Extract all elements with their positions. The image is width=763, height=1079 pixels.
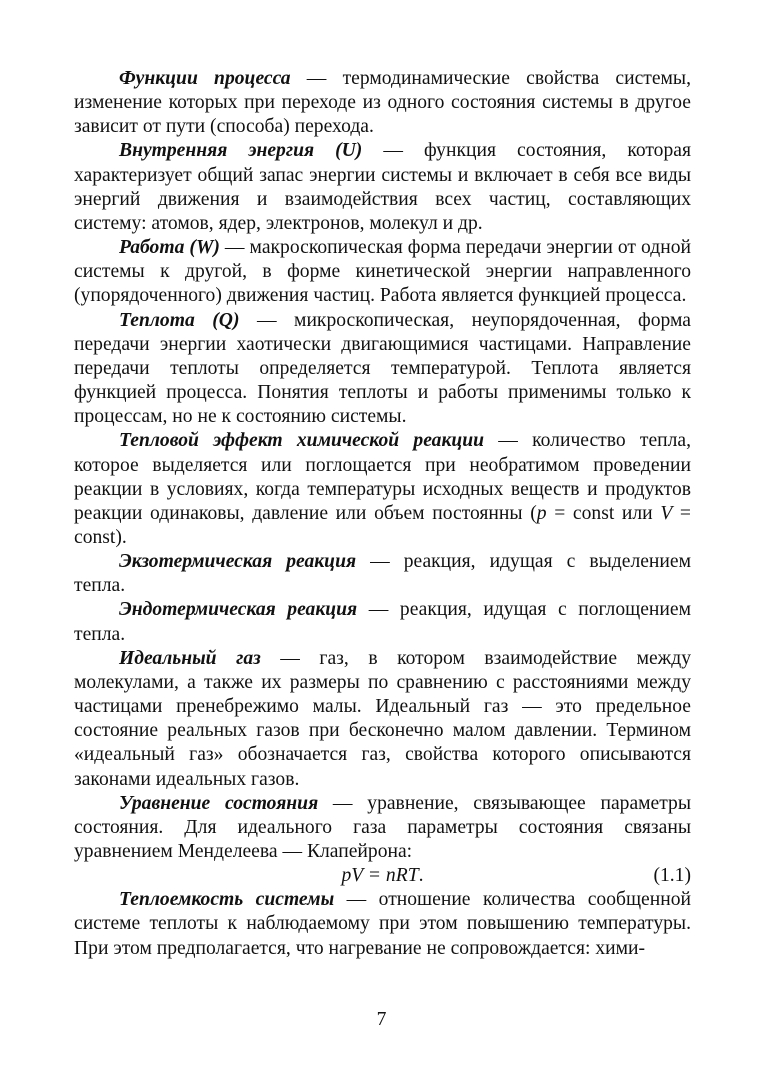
equation	[74, 864, 691, 888]
definition-ideal-gas	[74, 647, 691, 792]
definition-text: — газ, в котором взаимодействие между молекулами, а также их размеры по сравнению с расстояниями между частицами пренебрежимо малы. Идеальный газ — это предельное состояние реальных газов при бесконечно малом давлении. Термином «идеальный газ» обозначается газ, свойства которого описываются законами идеальных газов.	[74, 647, 691, 790]
term: Функции процесса	[119, 68, 291, 89]
term: Идеальный газ	[119, 647, 261, 669]
definition-exothermic	[74, 550, 691, 598]
definition-endothermic	[74, 598, 691, 646]
definition-internal-energy: Внутренняя энергия (U) — функция состояния, которая характеризует общий запас энергии системы и включает в себя все виды энергий движения и взаимодействия всех частиц, составляющих систему: атомов, ядер, электронов, молекул и др.	[74, 140, 691, 234]
definition-process-functions	[74, 67, 691, 139]
symbol: U	[341, 140, 356, 162]
definition-heat: Теплота (Q) — микроскопическая, неупорядоченная, форма передачи энергии хаотически двигающимися частицами. Направление передачи теплоты определяется температурой. Теплота является функцией процесса. Понятия теплоты и работы применимы только к процессам, но не к состоянию системы.	[74, 309, 691, 428]
term: Теплоемкость системы	[119, 889, 335, 911]
definition-text: — реакция, идущая с выделением тепла.	[74, 551, 691, 597]
definition-text: — функция состояния, которая характеризует общий запас энергии системы и включает в себя все виды энергий движения и взаимодействия всех частиц, составляющих систему: атомов, ядер, электронов, молекул и др.	[74, 140, 691, 234]
term: Теплота	[119, 309, 195, 331]
definition-work: Работа (W) — макроскопическая форма передачи энергии от одной системы к другой, в форме кинетической энергии направленного (упорядоченного) движения частиц. Работа является функцией процесса.	[74, 237, 691, 307]
term: Эндотермическая реакция	[119, 599, 358, 621]
body-text	[74, 67, 691, 961]
definition-text: — реакция, идущая с поглощением тепла.	[74, 599, 691, 645]
equation-punct: .	[418, 865, 424, 887]
term: Уравнение состояния	[119, 792, 319, 814]
definition-heat-effect: Тепловой эффект химической реакции — количество тепла, которое выделяется или поглощается при необратимом проведении реакции в условиях, когда температуры исходных веществ и продуктов реакции одинаковы, давление или объем постоянны (p = const или V = const).	[74, 430, 692, 548]
definition-equation-of-state	[74, 792, 691, 864]
term: Работа	[119, 237, 185, 259]
definition-text: — отношение количества сообщенной системе теплоты к наблюдаемому при этом повышению температуры. При этом предполагается, что нагревание не сопровождается: хими-	[74, 889, 692, 959]
variable: V	[660, 502, 673, 524]
equation-number: (1.1)	[653, 865, 691, 887]
definition-text: — термодинамические свойства системы, изменение которых при переходе из одного состояния системы в другое зависит от пути (способа) перехода.	[74, 68, 691, 138]
definition-text: — микроскопическая, неупорядоченная, форма передачи энергии хаотически двигающимися частицами. Направление передачи теплоты определяется температурой. Теплота является функцией процесса. Понятия теплоты и работы применимы только к процессам, но не к состоянию системы.	[74, 309, 691, 428]
page-number: 7	[376, 1009, 387, 1030]
definition-text: — количество тепла, которое выделяется или поглощается при необратимом проведении реакции в условиях, когда температуры исходных веществ и продуктов реакции одинаковы, давление или объем постоянны (	[74, 430, 692, 524]
term: Экзотермическая реакция	[119, 551, 357, 573]
definition-text: — уравнение, связывающее параметры состояния. Для идеального газа параметры состояния связаны уравнением Менделеева — Клапейрона:	[74, 792, 692, 862]
definition-text: — макроскопическая форма передачи энергии от одной системы к другой, в форме кинетической энергии направленного (упорядоченного) движения частиц. Работа является функцией процесса.	[74, 237, 691, 307]
variable: p	[536, 502, 547, 524]
equation-formula: pV = nRT	[341, 865, 419, 887]
term: Внутренняя энергия	[119, 140, 315, 162]
symbol: W	[195, 237, 214, 259]
term: Тепловой эффект химической реакции	[119, 430, 485, 452]
symbol: Q	[218, 309, 233, 331]
definition-heat-capacity	[74, 888, 691, 960]
